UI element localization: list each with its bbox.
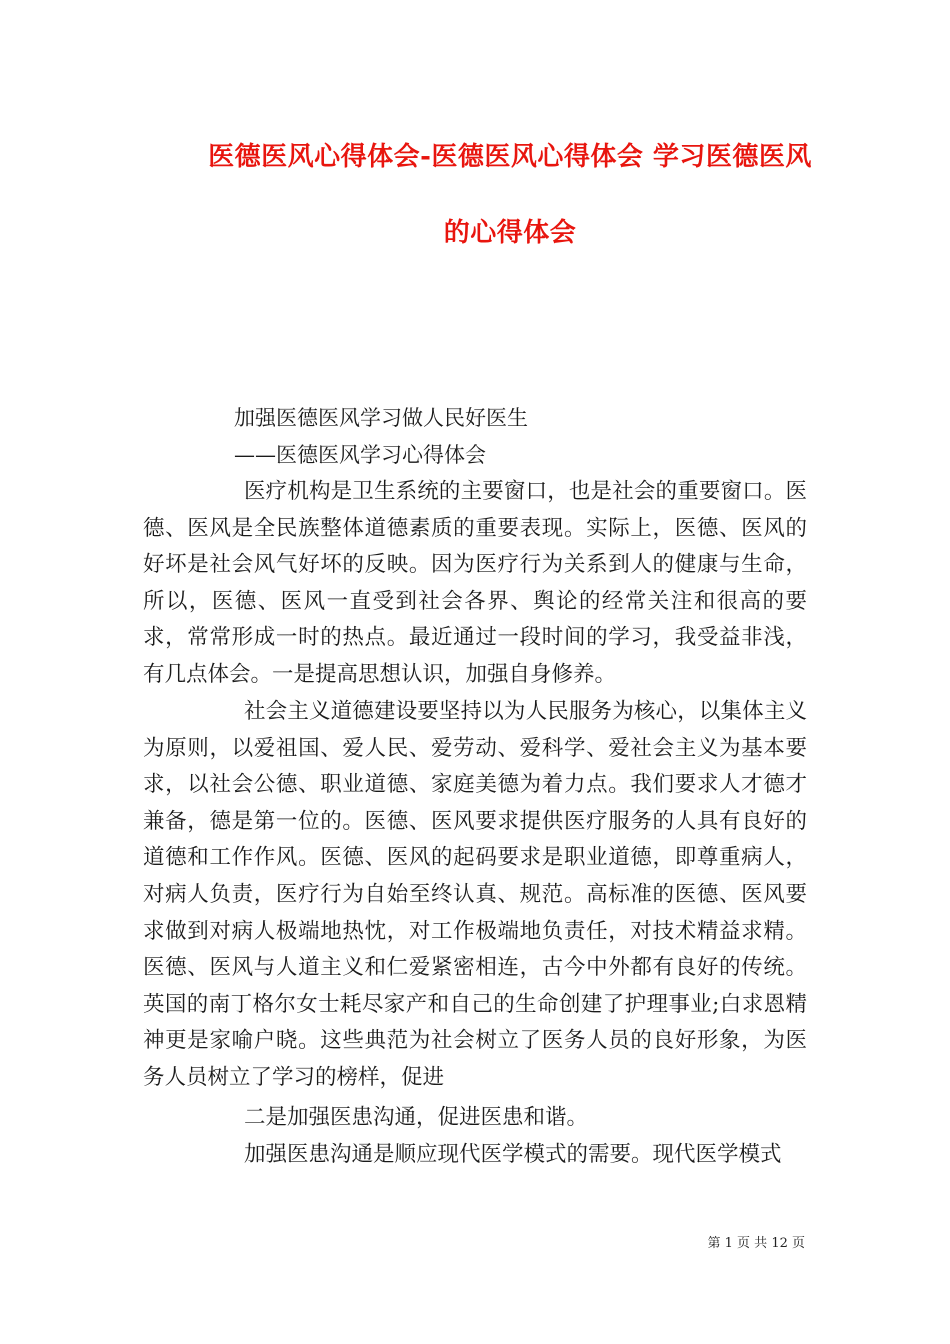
paragraph-1: 医疗机构是卫生系统的主要窗口，也是社会的重要窗口。医德、医风是全民族整体道德素质的重要表现。实际上，医德、医风的好坏是社会风气好坏的反映。因为医疗行为关系到人的健康与生命，所以，医德、医风一直受到社会各界、舆论的经常关注和很高的要求，常常形成一时的热点。最近通过一段时间的学习，我受益非浅，有几点体会。一是提高思想认识，加强自身修养。 — [143, 479, 807, 687]
article-subheading: ——医德医风学习心得体会 — [234, 443, 486, 467]
paragraph-4: 加强医患沟通是顺应现代医学模式的需要。现代医学模式 — [244, 1142, 782, 1167]
article-heading: 加强医德医风学习做人民好医生 — [234, 406, 528, 430]
document-title-line-2: 的心得体会 — [443, 218, 577, 248]
document-title-line-1: 医德医风心得体会-医德医风心得体会 学习医德医风 — [208, 142, 812, 172]
paragraph-2: 社会主义道德建设要坚持以为人民服务为核心，以集体主义为原则，以爱祖国、爱人民、爱劳动、爱科学、爱社会主义为基本要求，以社会公德、职业道德、家庭美德为着力点。我们要求人才德才兼备，德是第一位的。医德、医风要求提供医疗服务的人具有良好的道德和工作作风。医德、医风的起码要求是职业道德，即尊重病人，对病人负责，医疗行为自始至终认真、规范。高标准的医德、医风要求做到对病人极端地热忱，对工作极端地负责任，对技术精益求精。医德、医风与人道主义和仁爱紧密相连，古今中外都有良好的传统。英国的南丁格尔女士耗尽家产和自己的生命创建了护理事业;白求恩精神更是家喻户晓。这些典范为社会树立了医务人员的良好形象，为医务人员树立了学习的榜样，促进 — [143, 699, 807, 1090]
paragraph-3: 二是加强医患沟通，促进医患和谐。 — [244, 1105, 589, 1130]
page-number: 第 1 页 共 12 页 — [707, 1236, 805, 1251]
